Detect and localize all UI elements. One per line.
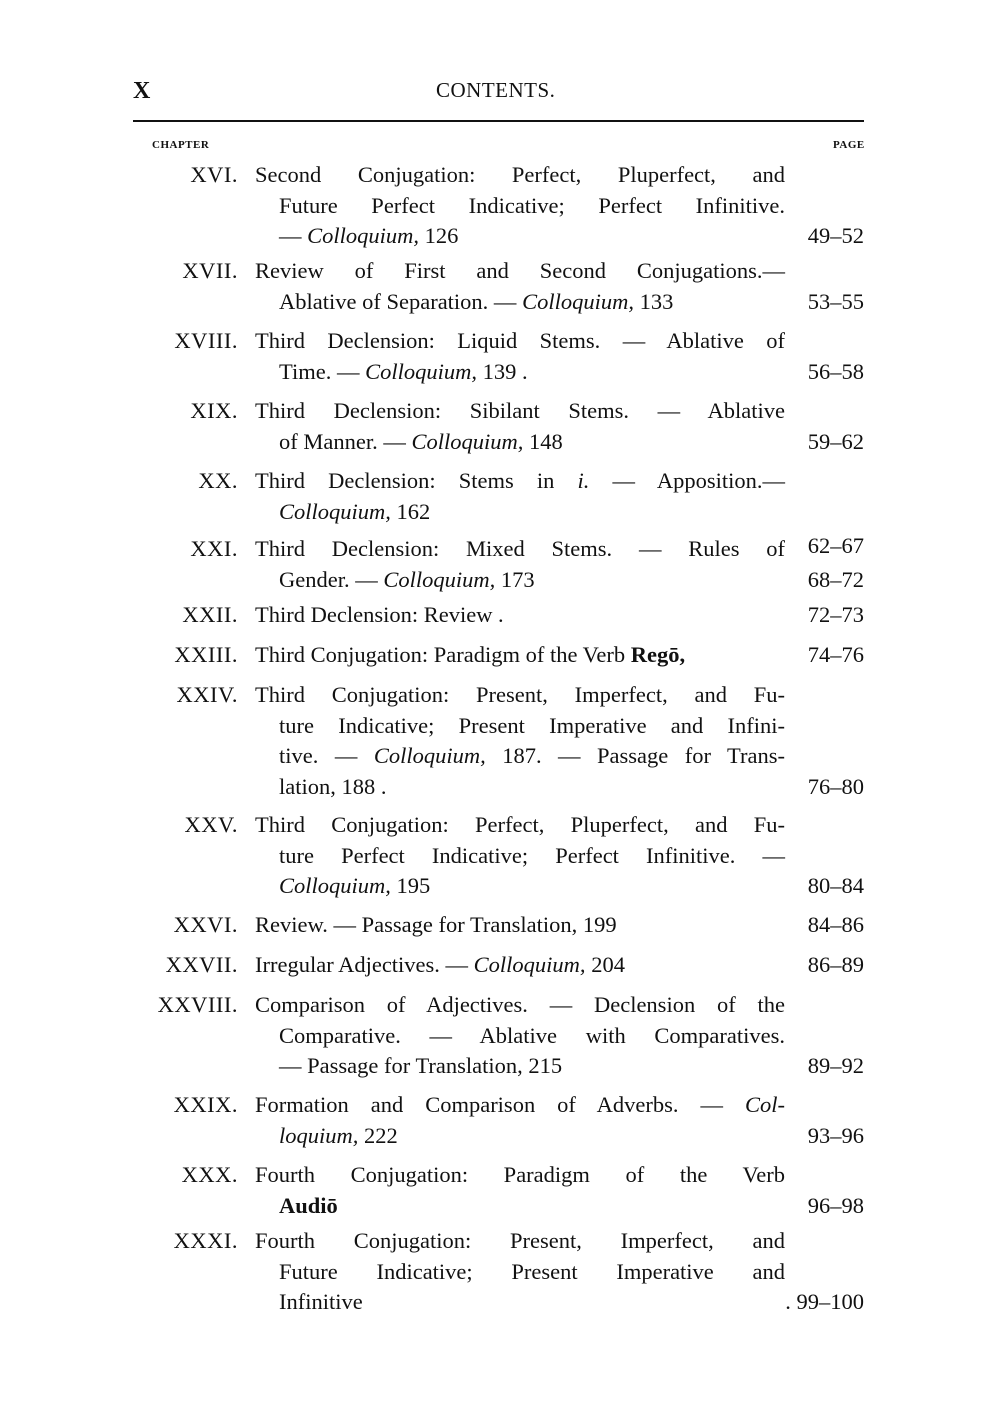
chapter-title-line [255,1191,785,1222]
title-text: Col- [744,1092,785,1117]
title-text: 204 [585,952,625,977]
title-text: 126 [419,223,459,248]
title-text: Colloquium, [373,743,486,768]
chapter-title-line [255,1257,785,1288]
title-text: Formation and Comparison of Adverbs. — [255,1092,745,1117]
chapter-numeral: XXI. [190,536,238,561]
title-text: of Manner. — [279,428,412,454]
title-text: Ablative of Separation. — [279,288,523,314]
chapter-title-line [255,680,785,711]
title-text: Comparison of Adjectives. — Declension of the [255,992,785,1017]
chapter-numeral: XXII. [182,602,238,627]
chapter-title-line [255,565,785,596]
title-text: 148 [523,428,563,454]
title-text: Colloquium, [383,566,496,592]
title-text: Colloquium, [279,498,391,524]
page-range: 53–55 [807,288,864,314]
chapter-title-line [255,741,785,772]
page-range: . 99–100 [785,1289,864,1314]
title-text: Colloquium, [365,358,477,384]
page-range: 93–96 [807,1122,864,1148]
chapter-column-label: CHAPTER [152,139,210,151]
page-range: 84–86 [807,912,864,937]
chapter-title-line [255,396,785,427]
page-range: 59–62 [807,428,864,454]
title-text: ture Indicative; Present Imperative and Infini- [279,712,785,738]
title-text: Review. — Passage for Translation, 199 [255,912,617,937]
chapter-title-line [255,1121,785,1152]
chapter-numeral: XXIX. [173,1092,238,1117]
chapter-numeral: XXV. [184,812,238,837]
title-text: Third Declension: Liquid Stems. — Ablative of [255,328,785,353]
title-text: Fourth Conjugation: Present, Imperfect, and [255,1228,785,1253]
chapter-title-line [255,1160,785,1191]
chapter-title [255,600,785,631]
chapter-title [255,910,785,941]
page-number: X [133,78,151,104]
title-text: Third Declension: Stems in [255,468,578,493]
title-text: Audiō [279,1192,338,1218]
title-text: Regō, [630,642,686,667]
title-text: 173 [495,566,535,592]
chapter-title [255,1226,785,1318]
title-text: Third Declension: Review . [255,602,504,627]
title-text: 187. — Passage for Trans- [485,743,785,768]
chapter-numeral: XIX. [190,398,238,423]
chapter-title [255,990,785,1082]
chapter-title-line [255,466,785,497]
chapter-title [255,680,785,802]
chapter-numeral: XXX. [181,1162,238,1187]
title-text: Fourth Conjugation: Paradigm of the Verb [255,1162,785,1187]
title-text: Gender. — [279,566,384,592]
page-range: 72–73 [807,602,864,627]
chapter-title-line [255,427,785,458]
chapter-numeral: XXVI. [173,912,238,937]
title-text: Time. — [279,358,366,384]
chapter-numeral: XX. [198,468,238,493]
title-text: lation, 188 . [279,773,387,799]
chapter-title-line [255,1090,785,1121]
title-text: Infinitive [279,1289,363,1314]
title-text: tive. — [279,743,374,768]
chapter-title [255,1090,785,1151]
title-text: Colloquium, [473,952,586,977]
page-range: 96–98 [807,1192,864,1218]
page-range: 56–58 [807,358,864,384]
title-text: Third Conjugation: Perfect, Pluperfect, and Fu- [255,812,785,837]
chapter-title [255,534,785,595]
chapter-title-line [255,640,785,671]
page-range: 89–92 [807,1053,864,1078]
title-text: i. [577,468,590,493]
chapter-title-line [255,810,785,841]
chapter-title-line [255,841,785,872]
title-text: loquium, [279,1122,359,1148]
chapter-title-line [255,256,785,287]
chapter-numeral: XVIII. [174,328,238,353]
page-range: 80–84 [807,873,864,898]
title-text: 162 [390,498,431,524]
chapter-numeral: XXVII. [165,952,238,977]
chapter-title-line [255,871,785,902]
page-range: 74–76 [807,642,864,667]
title-text: Colloquium, [411,428,524,454]
title-text: Third Declension: Mixed Stems. — Rules of [255,536,785,561]
chapter-title-line [255,160,785,191]
header-rule [133,120,864,122]
title-text: Irregular Adjectives. — [255,952,474,977]
chapter-title-line [255,191,785,222]
chapter-title-line [255,950,785,981]
chapter-title [255,326,785,387]
chapter-title [255,396,785,457]
chapter-title-line [255,772,785,803]
chapter-numeral: XVII. [182,258,238,283]
chapter-title-line [255,287,785,318]
chapter-title-line [255,1051,785,1082]
title-text: — Apposition.— [589,468,785,493]
title-text: 195 [390,873,431,898]
chapter-title-line [255,1021,785,1052]
page-range: 62–67 [807,533,864,558]
title-text: 222 [358,1122,398,1148]
title-text: Third Conjugation: Paradigm of the Verb [255,642,631,667]
chapter-numeral: XXVIII. [157,992,238,1017]
title-text: ture Perfect Indicative; Perfect Infinitive. — [279,842,785,868]
chapter-numeral: XXIII. [174,642,238,667]
title-text: Third Conjugation: Present, Imperfect, and Fu- [255,682,785,707]
chapter-title-line [255,1287,785,1318]
chapter-title [255,810,785,902]
chapter-title-line [255,221,785,252]
chapter-title-line [255,326,785,357]
chapter-numeral: XVI. [190,162,238,187]
page-range: 68–72 [807,566,864,592]
chapter-title-line [255,711,785,742]
title-text: — [279,223,308,248]
page-range: 86–89 [807,952,864,977]
title-text: Colloquium, [279,873,391,898]
chapter-title [255,160,785,252]
title-text: Comparative. — Ablative with Comparatives. [279,1022,785,1048]
page-range: 76–80 [807,773,864,799]
title-text: 139 . [476,358,528,384]
chapter-title [255,640,785,671]
chapter-numeral: XXIV. [176,682,238,707]
title-text: — Passage for Translation, 215 [279,1053,563,1078]
chapter-title-line [255,357,785,388]
chapter-title [255,466,785,527]
title-text: Third Declension: Sibilant Stems. — Ablative [255,398,785,423]
chapter-title-line [255,1226,785,1257]
title-text: Future Perfect Indicative; Perfect Infinitive. [279,192,785,218]
title-text: Future Indicative; Present Imperative and [279,1258,785,1284]
chapter-title-line [255,990,785,1021]
title-text: 133 [633,288,674,314]
page-column-label: PAGE [833,139,865,151]
chapter-title-line [255,497,785,528]
chapter-title [255,1160,785,1221]
title-text: Colloquium, [307,223,420,248]
chapter-title-line [255,600,785,631]
chapter-title-line [255,534,785,565]
page-range: 49–52 [807,223,864,248]
chapter-title [255,950,785,981]
chapter-title [255,256,785,317]
title-text: Second Conjugation: Perfect, Pluperfect, and [255,162,785,187]
chapter-numeral: XXXI. [173,1228,238,1253]
chapter-title-line [255,910,785,941]
running-head: CONTENTS. [436,78,556,102]
title-text: Colloquium, [522,288,634,314]
title-text: Review of First and Second Conjugations.— [255,258,785,283]
